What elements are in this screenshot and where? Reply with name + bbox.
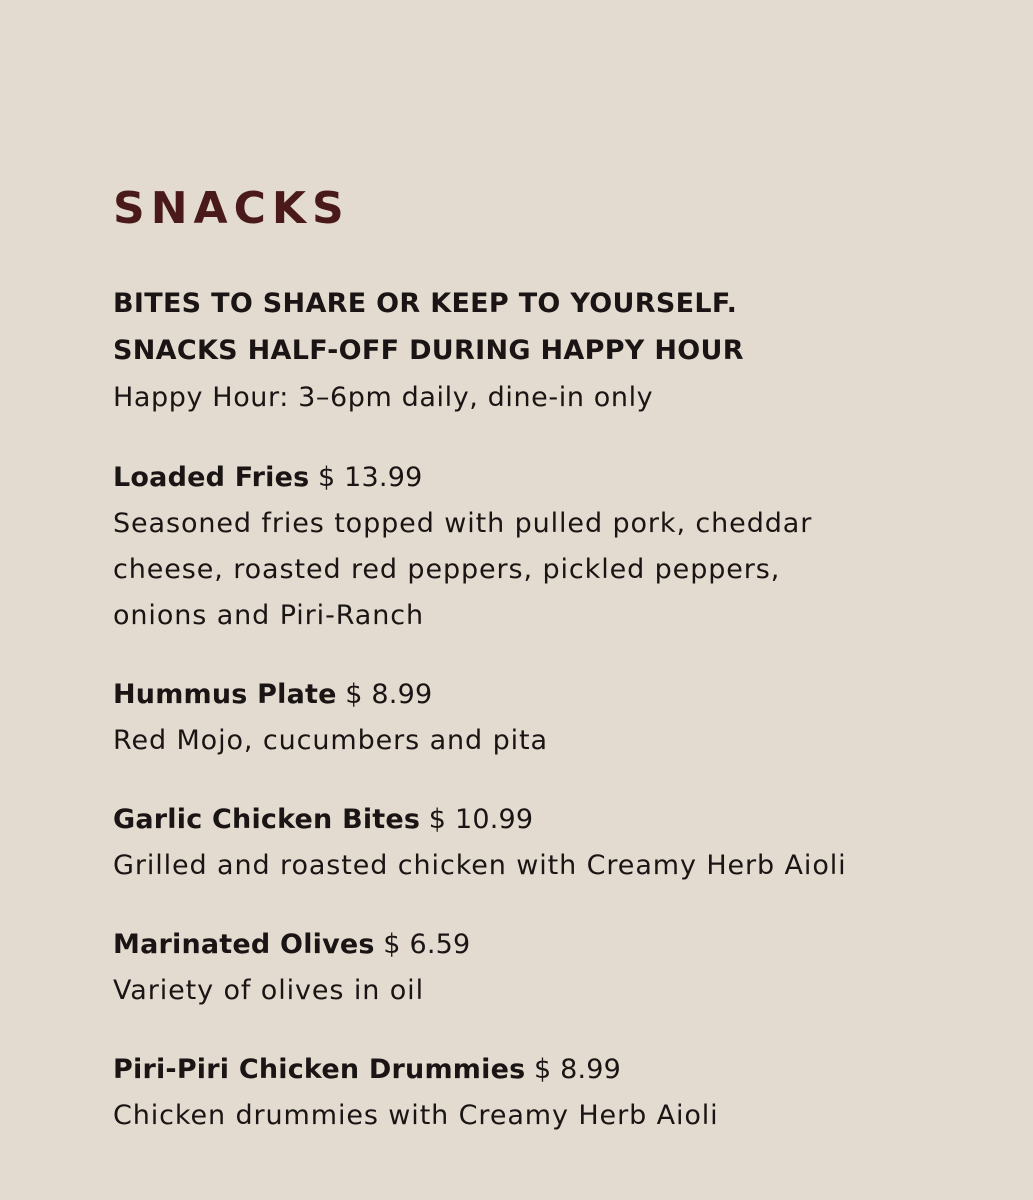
menu-item [113, 454, 1013, 639]
menu-item-header [113, 1046, 1013, 1093]
menu-item-description: Grilled and roasted chicken with Creamy Herb Aioli [113, 850, 847, 881]
happy-hour-note: Happy Hour: 3–6pm daily, dine-in only [113, 382, 654, 413]
menu-item [113, 921, 1013, 1014]
menu-item-name: Loaded Fries [113, 462, 310, 493]
menu-item-header [113, 671, 1013, 718]
menu-item-name: Garlic Chicken Bites [113, 804, 421, 835]
menu-item-price: $ 10.99 [428, 804, 534, 835]
menu-item-description: Seasoned fries topped with pulled pork, cheddar cheese, roasted red peppers, pickled peppers, onions and Piri-Ranch [113, 508, 813, 631]
menu-item-header [113, 454, 1013, 501]
menu-item-name: Marinated Olives [113, 929, 375, 960]
menu-items-list [113, 454, 1013, 1139]
menu-item-header [113, 921, 1013, 968]
menu-item-description: Variety of olives in oil [113, 975, 424, 1006]
menu-item-price: $ 8.99 [345, 679, 433, 710]
menu-item-description: Chicken drummies with Creamy Herb Aioli [113, 1100, 719, 1131]
menu-item [113, 671, 1013, 764]
section-title: SNACKS [113, 183, 350, 234]
menu-item [113, 796, 1013, 889]
menu-item-name: Piri-Piri Chicken Drummies [113, 1054, 526, 1085]
menu-item-price: $ 8.99 [533, 1054, 622, 1085]
section-intro [113, 280, 1013, 421]
menu-item-name: Hummus Plate [113, 679, 337, 710]
tagline-line-1: BITES TO SHARE OR KEEP TO YOURSELF. [113, 288, 738, 319]
menu-item-price: $ 6.59 [383, 929, 471, 960]
menu-section [113, 183, 1013, 1171]
menu-item-price: $ 13.99 [318, 462, 423, 493]
menu-item [113, 1046, 1013, 1139]
tagline-line-2: SNACKS HALF-OFF DURING HAPPY HOUR [113, 335, 744, 366]
menu-item-header [113, 796, 1013, 843]
menu-item-description: Red Mojo, cucumbers and pita [113, 725, 548, 756]
